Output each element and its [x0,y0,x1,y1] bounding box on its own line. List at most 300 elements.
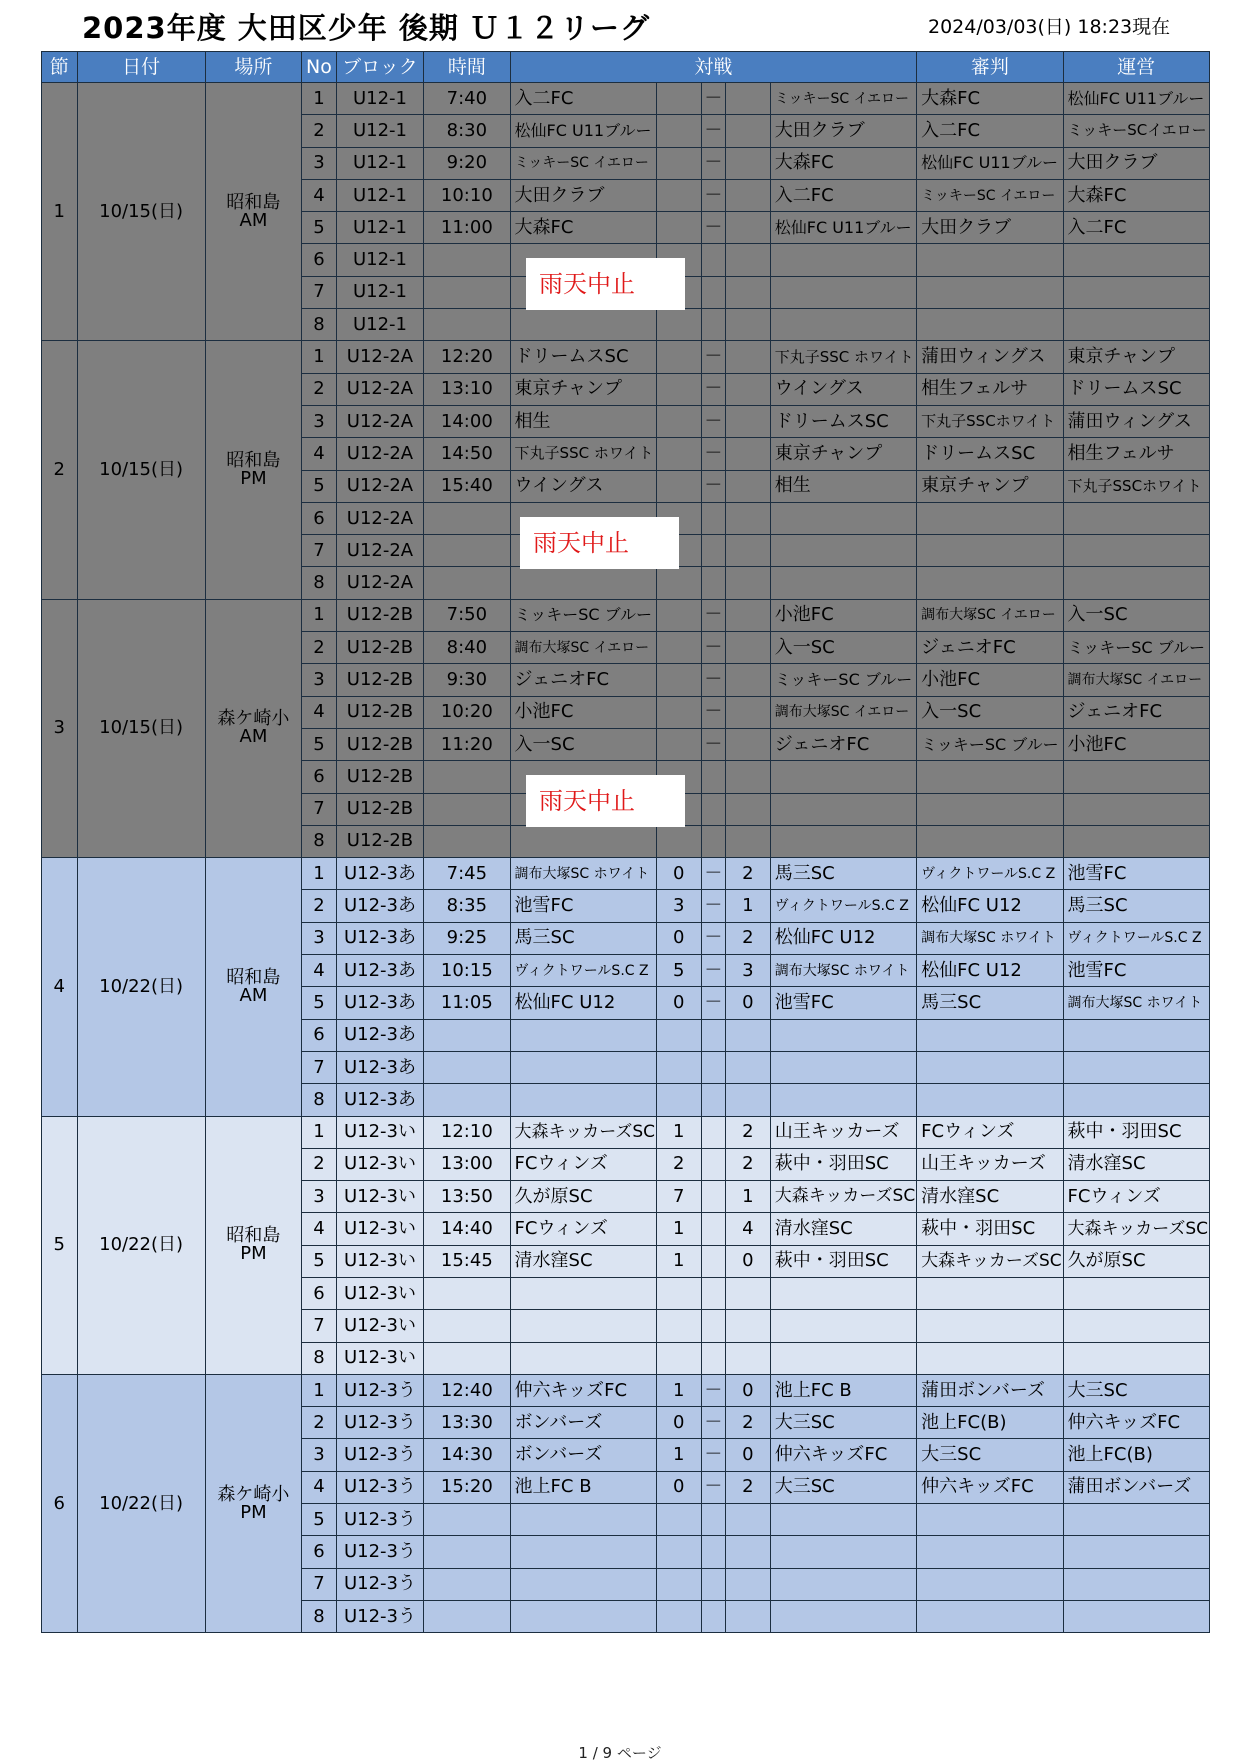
home-score: 2 [656,1148,701,1180]
block-name: U12-3い [336,1310,423,1342]
score-dash: － [701,115,725,147]
block-name: U12-3い [336,1342,423,1374]
block-name: U12-3い [336,1148,423,1180]
away-score [726,1019,771,1051]
away-score: 2 [726,1148,771,1180]
home-team [510,1051,656,1083]
block-name: U12-1 [336,115,423,147]
match-date: 10/22(日) [77,1374,205,1632]
operation-team [1063,1310,1209,1342]
referee-team: 大田クラブ [917,212,1063,244]
kickoff-time [424,1277,510,1309]
referee-team [917,1277,1063,1309]
operation-team: 調布大塚SC イエロー [1063,664,1209,696]
updated-timestamp: 2024/03/03(日) 18:23現在 [928,16,1171,38]
referee-team: 大三SC [917,1439,1063,1471]
match-no: 7 [302,535,337,567]
referee-team [917,793,1063,825]
away-score [726,212,771,244]
match-no: 5 [302,1245,337,1277]
kickoff-time: 12:20 [424,341,510,373]
away-team: 萩中・羽田SC [770,1148,916,1180]
referee-team: 大森FC [917,83,1063,115]
score-dash [701,1568,725,1600]
operation-team: 松仙FC U11ブルー [1063,83,1209,115]
kickoff-time: 9:30 [424,664,510,696]
score-dash: － [701,405,725,437]
score-dash [701,1310,725,1342]
home-team [510,1504,656,1536]
block-name: U12-2A [336,502,423,534]
away-score [726,276,771,308]
referee-team: 入二FC [917,115,1063,147]
away-team [770,1019,916,1051]
away-score: 1 [726,890,771,922]
header-date: 日付 [77,52,205,83]
kickoff-time [424,793,510,825]
operation-team [1063,1568,1209,1600]
home-team [510,1568,656,1600]
match-no: 1 [302,599,337,631]
kickoff-time: 8:35 [424,890,510,922]
kickoff-time: 7:50 [424,599,510,631]
operation-team [1063,825,1209,857]
home-team: 松仙FC U11ブルー [510,115,656,147]
away-score [726,567,771,599]
operation-team [1063,1600,1209,1632]
page-footer: 1 / 9 ページ [578,1744,662,1762]
home-team [510,825,656,857]
match-no: 1 [302,83,337,115]
operation-team [1063,567,1209,599]
kickoff-time: 10:20 [424,696,510,728]
venue-session: AM [239,984,268,1006]
home-team: ウイングス [510,470,656,502]
match-date: 10/15(日) [77,341,205,599]
match-no: 6 [302,761,337,793]
score-dash [701,244,725,276]
round-number: 5 [42,1116,78,1374]
venue-session: PM [240,1243,267,1265]
score-dash: － [701,470,725,502]
operation-team: 久が原SC [1063,1245,1209,1277]
kickoff-time [424,825,510,857]
home-team: 馬三SC [510,922,656,954]
match-no: 5 [302,987,337,1019]
table-row [42,83,1210,115]
away-team: 池雪FC [770,987,916,1019]
block-name: U12-3あ [336,890,423,922]
match-no: 5 [302,212,337,244]
score-dash: － [701,858,725,890]
venue-session: PM [240,1501,267,1523]
away-team [770,502,916,534]
score-dash [701,1342,725,1374]
document-title: 2023年度 大田区少年 後期 Ｕ１２リーグ [82,11,651,45]
home-score [656,212,701,244]
venue-name: 昭和島 [226,450,281,472]
match-no: 4 [302,1471,337,1503]
home-team: ジェニオFC [510,664,656,696]
operation-team: 下丸子SSCホワイト [1063,470,1209,502]
home-team: ドリームスSC [510,341,656,373]
home-score [656,728,701,760]
referee-team: 下丸子SSCホワイト [917,405,1063,437]
home-team: 大森FC [510,212,656,244]
match-no: 8 [302,309,337,341]
home-team: ボンバーズ [510,1439,656,1471]
away-score [726,373,771,405]
home-team [510,1277,656,1309]
operation-team: 蒲田ウィングス [1063,405,1209,437]
home-score [656,1600,701,1632]
score-dash: － [701,1439,725,1471]
score-dash: － [701,1471,725,1503]
home-team: 久が原SC [510,1181,656,1213]
referee-team: FCウィンズ [917,1116,1063,1148]
score-dash: － [701,373,725,405]
away-score [726,309,771,341]
away-team [770,1051,916,1083]
kickoff-time [424,244,510,276]
away-score: 3 [726,955,771,987]
kickoff-time: 11:20 [424,728,510,760]
away-score [726,793,771,825]
match-no: 7 [302,1310,337,1342]
away-score: 2 [726,922,771,954]
away-team [770,1277,916,1309]
away-score [726,341,771,373]
away-score [726,147,771,179]
header-match: 対戦 [510,52,917,83]
away-score [726,728,771,760]
kickoff-time [424,535,510,567]
kickoff-time [424,1051,510,1083]
block-name: U12-3い [336,1116,423,1148]
match-no: 2 [302,890,337,922]
referee-team [917,244,1063,276]
table-row [42,1374,1210,1406]
block-name: U12-2A [336,535,423,567]
operation-team: 大田クラブ [1063,147,1209,179]
match-no: 5 [302,470,337,502]
block-name: U12-2B [336,664,423,696]
home-team: 池上FC B [510,1471,656,1503]
match-no: 3 [302,664,337,696]
match-no: 4 [302,955,337,987]
home-score [656,309,701,341]
operation-team: ジェニオFC [1063,696,1209,728]
away-team: 池上FC B [770,1374,916,1406]
venue [205,1374,302,1632]
referee-team: 小池FC [917,664,1063,696]
away-score: 0 [726,1245,771,1277]
away-team: 下丸子SSC ホワイト [770,341,916,373]
table-row [42,858,1210,890]
score-dash [701,1116,725,1148]
home-team: ミッキーSC ブルー [510,599,656,631]
away-score: 2 [726,1407,771,1439]
venue-name: 森ケ崎小 [217,708,290,730]
home-score [656,438,701,470]
operation-team: 入一SC [1063,599,1209,631]
block-name: U12-3う [336,1504,423,1536]
block-name: U12-1 [336,309,423,341]
operation-team: 調布大塚SC ホワイト [1063,987,1209,1019]
away-team [770,1504,916,1536]
score-dash: － [701,664,725,696]
match-no: 3 [302,1181,337,1213]
home-score: 1 [656,1213,701,1245]
operation-team: 大森FC [1063,179,1209,211]
home-team: 相生 [510,405,656,437]
home-team: 大森キッカーズSC [510,1116,656,1148]
kickoff-time [424,1084,510,1116]
match-no: 6 [302,1277,337,1309]
away-score [726,1277,771,1309]
block-name: U12-3い [336,1181,423,1213]
away-team: ウイングス [770,373,916,405]
away-team [770,535,916,567]
referee-team: 入一SC [917,696,1063,728]
away-team [770,567,916,599]
block-name: U12-1 [336,179,423,211]
score-dash [701,1084,725,1116]
block-name: U12-2B [336,761,423,793]
away-team [770,244,916,276]
home-score: 0 [656,1471,701,1503]
referee-team: 池上FC(B) [917,1407,1063,1439]
away-score [726,632,771,664]
referee-team: 馬三SC [917,987,1063,1019]
match-no: 1 [302,1374,337,1406]
away-score: 2 [726,1471,771,1503]
kickoff-time [424,1019,510,1051]
score-dash: － [701,696,725,728]
away-score [726,535,771,567]
referee-team [917,825,1063,857]
score-dash [701,535,725,567]
block-name: U12-3い [336,1277,423,1309]
kickoff-time: 11:00 [424,212,510,244]
match-no: 2 [302,373,337,405]
home-team: FCウィンズ [510,1213,656,1245]
home-score [656,567,701,599]
operation-team: ドリームスSC [1063,373,1209,405]
away-team [770,1310,916,1342]
block-name: U12-2B [336,728,423,760]
referee-team [917,309,1063,341]
away-team: 東京チャンプ [770,438,916,470]
home-team: 清水窪SC [510,1245,656,1277]
kickoff-time [424,1536,510,1568]
home-score [656,1342,701,1374]
match-no: 7 [302,276,337,308]
score-dash: － [701,147,725,179]
kickoff-time [424,567,510,599]
away-score [726,502,771,534]
block-name: U12-2B [336,696,423,728]
home-team [510,567,656,599]
away-team: 調布大塚SC ホワイト [770,955,916,987]
away-score [726,1342,771,1374]
venue [205,1116,302,1374]
operation-team: 小池FC [1063,728,1209,760]
score-dash [701,502,725,534]
referee-team [917,761,1063,793]
home-score [656,147,701,179]
kickoff-time: 15:40 [424,470,510,502]
kickoff-time: 14:30 [424,1439,510,1471]
home-team [510,1342,656,1374]
away-team: ジェニオFC [770,728,916,760]
round-number: 1 [42,83,78,341]
operation-team [1063,1084,1209,1116]
match-date: 10/22(日) [77,1116,205,1374]
home-score [656,1504,701,1536]
home-team: FCウィンズ [510,1148,656,1180]
operation-team [1063,1536,1209,1568]
header-setsu: 節 [42,52,78,83]
kickoff-time: 14:40 [424,1213,510,1245]
home-score [656,632,701,664]
away-score [726,1600,771,1632]
header-operation: 運営 [1063,52,1209,83]
match-no: 7 [302,1051,337,1083]
away-team: ドリームスSC [770,405,916,437]
away-team: ミッキーSC ブルー [770,664,916,696]
match-no: 1 [302,341,337,373]
kickoff-time: 13:10 [424,373,510,405]
kickoff-time: 13:00 [424,1148,510,1180]
home-team: 松仙FC U12 [510,987,656,1019]
kickoff-time: 15:45 [424,1245,510,1277]
away-team [770,276,916,308]
block-name: U12-3あ [336,955,423,987]
block-name: U12-2B [336,825,423,857]
away-score [726,83,771,115]
away-team [770,1084,916,1116]
away-score [726,664,771,696]
away-team: 松仙FC U11ブルー [770,212,916,244]
header-time: 時間 [424,52,510,83]
referee-team: ミッキーSC イエロー [917,179,1063,211]
referee-team [917,1084,1063,1116]
operation-team: 清水窪SC [1063,1148,1209,1180]
match-no: 3 [302,405,337,437]
block-name: U12-3あ [336,1084,423,1116]
score-dash: － [701,632,725,664]
operation-team: ミッキーSCイエロー [1063,115,1209,147]
referee-team [917,535,1063,567]
away-team: 大田クラブ [770,115,916,147]
kickoff-time: 9:25 [424,922,510,954]
away-score [726,1310,771,1342]
home-team: ミッキーSC イエロー [510,147,656,179]
match-no: 8 [302,1084,337,1116]
match-no: 1 [302,1116,337,1148]
home-score [656,664,701,696]
kickoff-time: 15:20 [424,1471,510,1503]
operation-team: FCウィンズ [1063,1181,1209,1213]
operation-team [1063,244,1209,276]
away-team: ミッキーSC イエロー [770,83,916,115]
score-dash [701,1600,725,1632]
block-name: U12-2A [336,405,423,437]
match-no: 8 [302,825,337,857]
match-no: 6 [302,502,337,534]
away-team [770,761,916,793]
home-team: 入二FC [510,83,656,115]
referee-team: 相生フェルサ [917,373,1063,405]
operation-team [1063,1504,1209,1536]
block-name: U12-2A [336,373,423,405]
away-team: 大三SC [770,1407,916,1439]
operation-team [1063,1342,1209,1374]
home-team [510,1310,656,1342]
home-team: 池雪FC [510,890,656,922]
operation-team: 池雪FC [1063,858,1209,890]
home-team: 調布大塚SC ホワイト [510,858,656,890]
away-score [726,470,771,502]
match-no: 2 [302,1407,337,1439]
referee-team: ヴィクトワールS.C Z [917,858,1063,890]
block-name: U12-3う [336,1471,423,1503]
home-team: 仲六キッズFC [510,1374,656,1406]
home-score [656,373,701,405]
away-team: 清水窪SC [770,1213,916,1245]
block-name: U12-3い [336,1213,423,1245]
referee-team: 蒲田ボンバーズ [917,1374,1063,1406]
operation-team [1063,1019,1209,1051]
kickoff-time: 10:15 [424,955,510,987]
score-dash: － [701,955,725,987]
header-no: No [302,52,337,83]
home-score [656,405,701,437]
operation-team: 蒲田ボンバーズ [1063,1471,1209,1503]
block-name: U12-3あ [336,987,423,1019]
venue [205,599,302,857]
venue-session: PM [240,468,267,490]
score-dash: － [701,1374,725,1406]
away-score: 0 [726,987,771,1019]
home-team: 東京チャンプ [510,373,656,405]
home-team: 下丸子SSC ホワイト [510,438,656,470]
away-score: 0 [726,1374,771,1406]
block-name: U12-3い [336,1245,423,1277]
score-dash: － [701,212,725,244]
away-score [726,761,771,793]
score-dash [701,825,725,857]
referee-team: ミッキーSC ブルー [917,728,1063,760]
score-dash [701,1213,725,1245]
block-name: U12-3う [336,1374,423,1406]
home-score [656,115,701,147]
score-dash: － [701,599,725,631]
referee-team [917,1600,1063,1632]
referee-team: 萩中・羽田SC [917,1213,1063,1245]
match-no: 7 [302,793,337,825]
referee-team [917,276,1063,308]
kickoff-time: 12:40 [424,1374,510,1406]
referee-team [917,567,1063,599]
referee-team: 蒲田ウィングス [917,341,1063,373]
score-dash: － [701,179,725,211]
away-score [726,1051,771,1083]
away-score [726,1568,771,1600]
score-dash [701,793,725,825]
table-row [42,1116,1210,1148]
